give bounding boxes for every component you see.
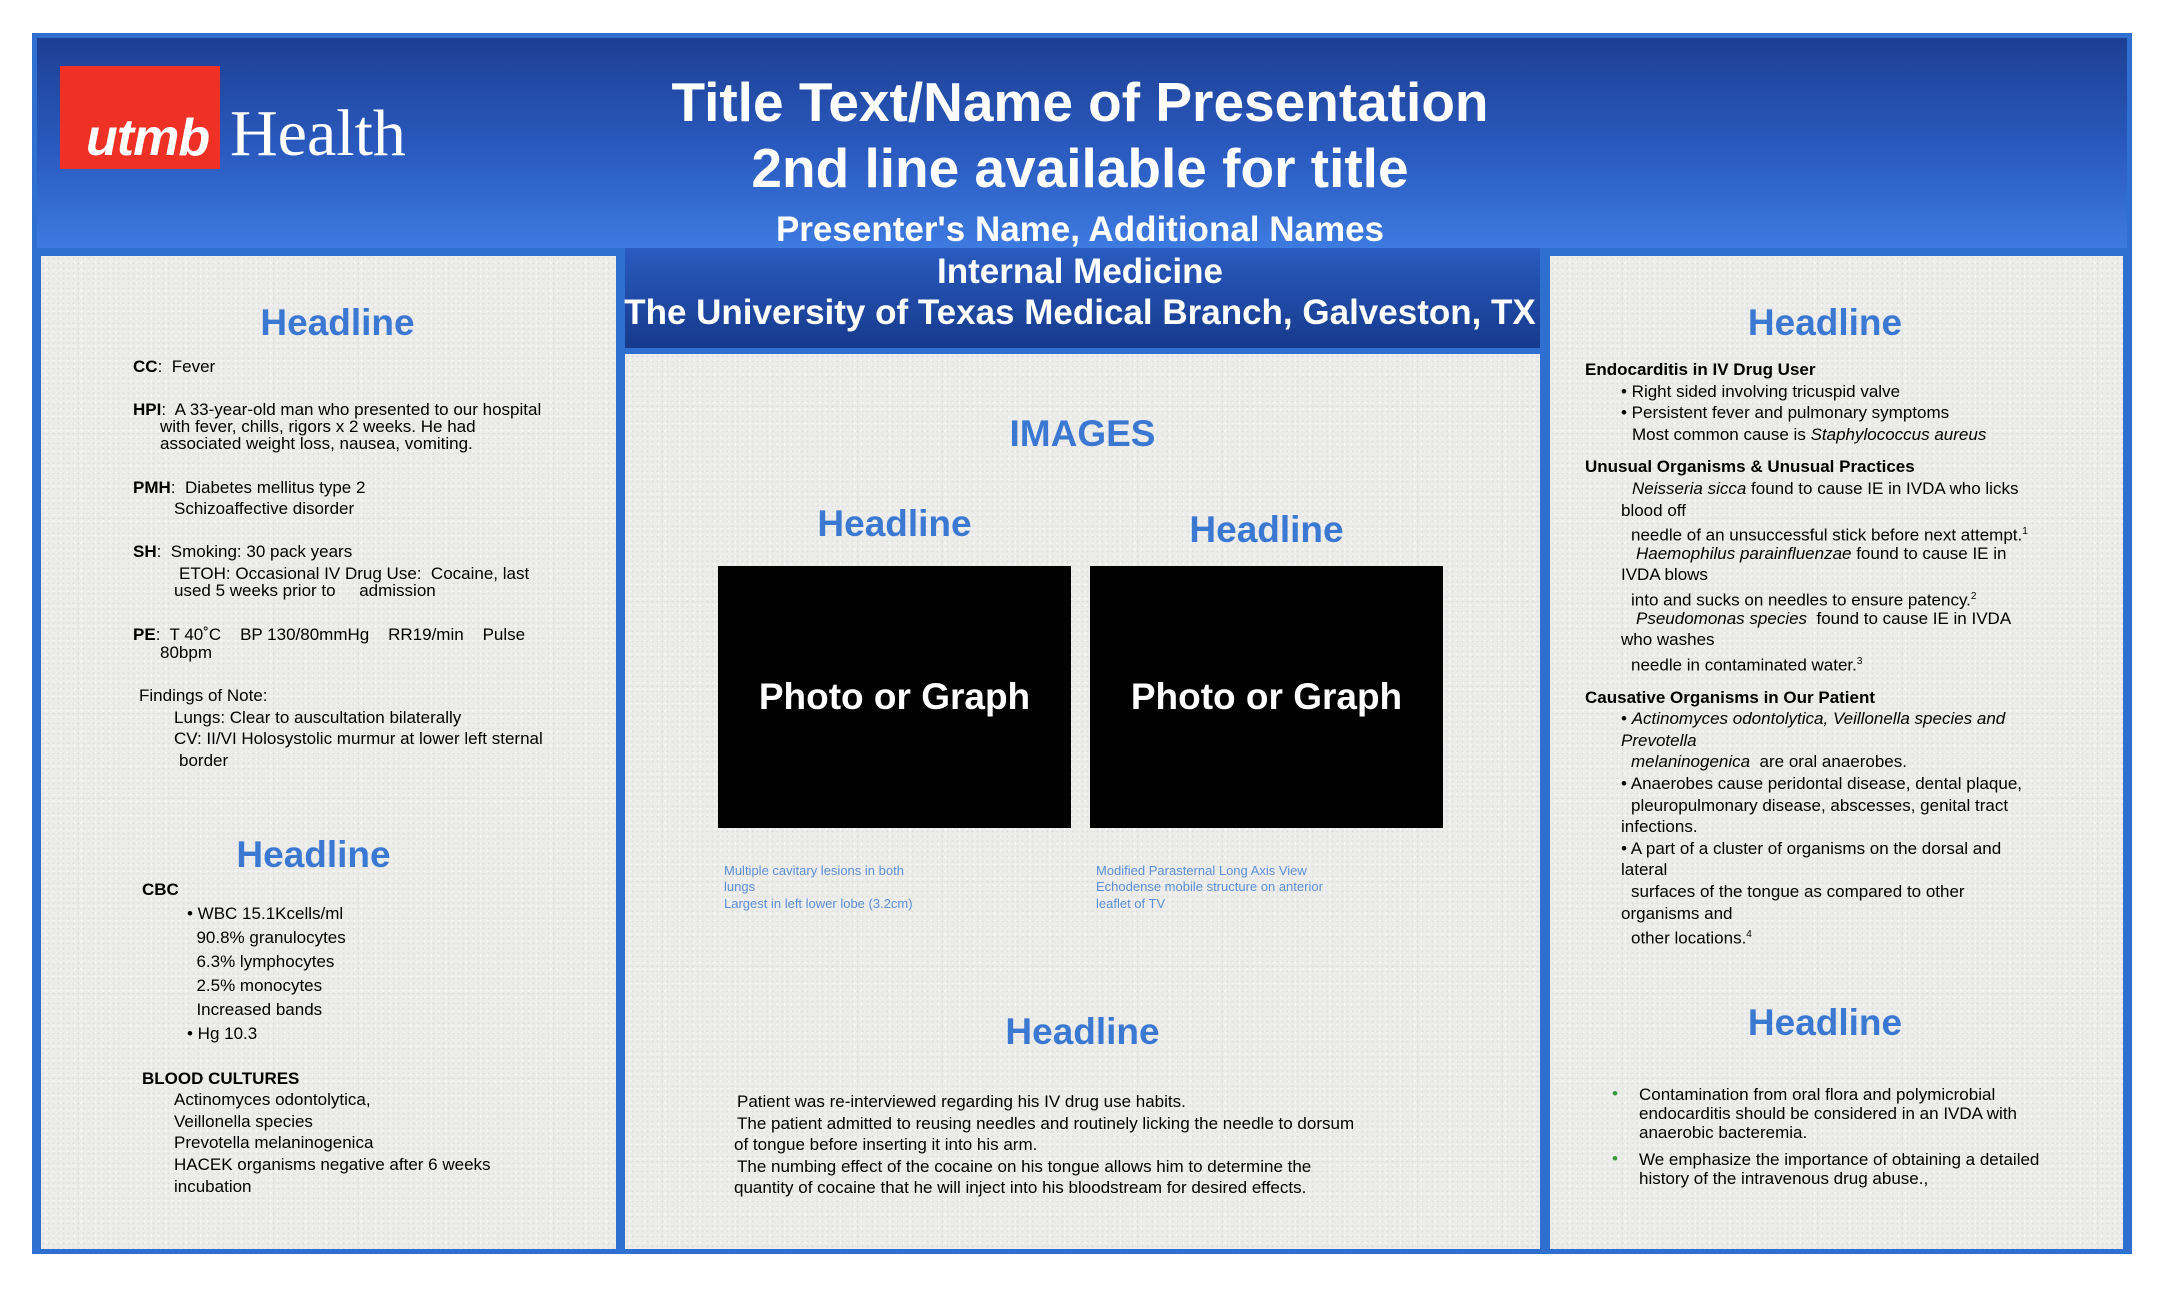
endo-title: Endocarditis in IV Drug User	[1585, 360, 1816, 379]
melaninogenica-name: melaninogenica	[1631, 752, 1751, 771]
right-headline-2: Headline	[1747, 1002, 1903, 1043]
causative-3-line-3: surfaces of the tongue as compared to other	[1631, 882, 1965, 901]
unusual-2-line-1	[1636, 543, 2006, 564]
unusual-3-rest: found to cause IE in IVDA	[1807, 609, 2012, 628]
cbc-item-2: 90.8% granulocytes	[187, 928, 346, 947]
bullet-dot-2: •	[1612, 1149, 1618, 1168]
center-body-3: of tongue before inserting it into his arm.	[734, 1135, 1038, 1154]
unusual-1-line-2: blood off	[1621, 501, 1686, 520]
caption-a-line-1: Multiple cavitary lesions in both	[724, 863, 904, 878]
causative-3-line-4: organisms and	[1621, 904, 1733, 923]
endo-item-3	[1632, 424, 1986, 445]
bullet-dot-1: •	[1612, 1084, 1618, 1103]
center-body-1: Patient was re-interviewed regarding his IV drug use habits.	[737, 1092, 1186, 1111]
sh-text-1: : Smoking: 30 pack years	[156, 542, 353, 561]
sh-line-2: ETOH: Occasional IV Drug Use: Cocaine, last	[179, 564, 530, 583]
cbc-item-6: • Hg 10.3	[187, 1024, 258, 1043]
pe-label: PE	[133, 625, 156, 644]
caption-a-line-2: lungs	[724, 879, 756, 894]
caption-a-line-3: Largest in left lower lobe (3.2cm)	[724, 896, 913, 911]
causative-1-line-1	[1621, 708, 2005, 729]
center-body-2: The patient admitted to reusing needles and routinely licking the needle to dorsum	[737, 1114, 1355, 1133]
unusual-3-line-3	[1631, 651, 1862, 676]
bc-item-2: Veillonella species	[174, 1112, 313, 1131]
unusual-3-l3-text: needle in contaminated water.	[1631, 655, 1857, 675]
unusual-title: Unusual Organisms & Unusual Practices	[1585, 457, 1915, 476]
conclusion-2-line-1: We emphasize the importance of obtaining a detailed	[1639, 1150, 2040, 1169]
endo-item-3-text: Most common cause is	[1632, 425, 1811, 444]
hpi-text-1: : A 33-year-old man who presented to our hospital	[161, 400, 542, 419]
caption-b-line-3: leaflet of TV	[1096, 896, 1166, 911]
causative-2-line-2: pleuropulmonary disease, abscesses, genital tract	[1631, 796, 2009, 815]
bc-item-4: HACEK organisms negative after 6 weeks	[174, 1155, 491, 1174]
title-line-2: 2nd line available for title	[751, 137, 1409, 199]
ref-1: 1	[2022, 526, 2028, 537]
cc-value: : Fever	[157, 357, 216, 376]
pseudomonas-name: Pseudomonas species	[1636, 609, 1808, 628]
sh-label: SH	[133, 542, 157, 561]
unusual-1-l3-text: needle of an unsuccessful stick before next attempt.	[1631, 525, 2023, 545]
causative-2-line-3: infections.	[1621, 817, 1698, 836]
ref-3: 3	[1856, 656, 1863, 667]
causative-1-bullet: •	[1621, 709, 1632, 728]
cc-line	[133, 356, 215, 377]
pmh-text-1: : Diabetes mellitus type 2	[170, 478, 366, 497]
logo-health-text: Health	[230, 97, 406, 170]
ref-2: 2	[1970, 591, 1977, 602]
center-body-4: The numbing effect of the cocaine on his tongue allows him to determine the	[737, 1157, 1312, 1176]
cbc-item-3: 6.3% lymphocytes	[187, 952, 335, 971]
presenter-names: Presenter's Name, Additional Names	[775, 210, 1385, 249]
bc-item-3: Prevotella melaninogenica	[174, 1133, 374, 1152]
causative-1-line-2: Prevotella	[1621, 731, 1697, 750]
pmh-label: PMH	[133, 478, 171, 497]
cbc-item-1: • WBC 15.1Kcells/ml	[187, 904, 344, 923]
endo-item-1: • Right sided involving tricuspid valve	[1621, 382, 1901, 401]
unusual-2-rest: found to cause IE in	[1851, 544, 2007, 563]
unusual-2-l3-text: into and sucks on needles to ensure patency.	[1631, 590, 1971, 610]
endo-item-2: • Persistent fever and pulmonary symptoms	[1621, 403, 1950, 422]
sh-line-3: used 5 weeks prior to admission	[174, 581, 436, 600]
ref-4: 4	[1746, 929, 1752, 940]
unusual-1-rest: found to cause IE in IVDA who licks	[1746, 479, 2019, 498]
causative-1-line-3	[1631, 751, 1907, 772]
conclusion-2-line-2: history of the intravenous drug abuse.,	[1639, 1169, 1929, 1188]
hpi-label: HPI	[133, 400, 162, 419]
findings-line-2: CV: II/VI Holosystolic murmur at lower left sternal	[174, 729, 543, 748]
title-line-1: Title Text/Name of Presentation	[671, 71, 1489, 133]
logo-text: utmb	[86, 109, 210, 167]
causative-1-rest: are oral anaerobes.	[1750, 752, 1907, 771]
causative-3-l5-text: other locations.	[1631, 928, 1747, 948]
unusual-1-line-1	[1632, 478, 2018, 499]
causative-3-line-5	[1631, 924, 1752, 949]
institution: The University of Texas Medical Branch, Galveston, TX	[624, 293, 1536, 332]
caption-b-line-1: Modified Parasternal Long Axis View	[1096, 863, 1307, 878]
unusual-2-line-2: IVDA blows	[1621, 565, 1708, 584]
department: Internal Medicine	[937, 252, 1223, 291]
cc-label: CC	[133, 357, 158, 376]
pmh-line-2: Schizoaffective disorder	[174, 499, 355, 518]
unusual-1-line-3	[1631, 521, 2028, 546]
cbc-item-5: Increased bands	[187, 1000, 323, 1019]
sh-line-1	[133, 541, 352, 562]
caption-b-line-2: Echodense mobile structure on anterior	[1096, 879, 1323, 894]
findings-label: Findings of Note:	[139, 686, 268, 705]
neisseria-name: Neisseria sicca	[1632, 479, 1747, 498]
causative-title: Causative Organisms in Our Patient	[1585, 688, 1876, 707]
cbc-item-4: 2.5% monocytes	[187, 976, 323, 995]
photo-placeholder-a: Photo or Graph	[718, 566, 1071, 828]
bc-item-5: incubation	[174, 1177, 252, 1196]
photo-placeholder-b: Photo or Graph	[1090, 566, 1443, 828]
causative-2-line-1: • Anaerobes cause peridontal disease, dental plaque,	[1621, 774, 2023, 793]
causative-organisms: Actinomyces odontolytica, Veillonella species and	[1631, 709, 2006, 728]
center-body-5: quantity of cocaine that he will inject into his bloodstream for desired effects.	[734, 1178, 1307, 1197]
right-headline-1: Headline	[1747, 302, 1903, 343]
findings-line-3: border	[179, 751, 229, 770]
center-headline-b: Headline	[1189, 509, 1344, 550]
unusual-3-line-1	[1636, 608, 2011, 629]
center-headline-c: Headline	[1005, 1011, 1160, 1052]
pmh-line-1	[133, 477, 365, 498]
pe-line-2: 80bpm	[160, 643, 212, 662]
blood-cultures-label: BLOOD CULTURES	[142, 1069, 300, 1088]
left-headline-2: Headline	[236, 834, 391, 875]
hpi-line-3: associated weight loss, nausea, vomiting.	[160, 434, 473, 453]
images-label: IMAGES	[1009, 413, 1156, 454]
unusual-2-line-3	[1631, 586, 1976, 611]
conclusion-1-line-1: Contamination from oral flora and polymicrobial	[1639, 1085, 1996, 1104]
haemophilus-name: Haemophilus parainfluenzae	[1636, 544, 1852, 563]
conclusion-1-line-2: endocarditis should be considered in an IVDA with	[1639, 1104, 2018, 1123]
pe-text-1: : T 40˚C BP 130/80mmHg RR19/min Pulse	[155, 625, 526, 644]
conclusion-1-line-3: anaerobic bacteremia.	[1639, 1123, 1808, 1142]
center-headline-a: Headline	[817, 503, 972, 544]
findings-line-1: Lungs: Clear to auscultation bilaterally	[174, 708, 462, 727]
unusual-3-line-2: who washes	[1621, 630, 1715, 649]
causative-3-line-1: • A part of a cluster of organisms on the dorsal and	[1621, 839, 2002, 858]
bc-item-1: Actinomyces odontolytica,	[174, 1090, 371, 1109]
causative-3-line-2: lateral	[1621, 860, 1668, 879]
staph-name: Staphylococcus aureus	[1810, 425, 1987, 444]
cbc-label: CBC	[142, 880, 179, 899]
left-headline-1: Headline	[260, 302, 415, 343]
hpi-line-2: with fever, chills, rigors x 2 weeks. He had	[160, 417, 476, 436]
